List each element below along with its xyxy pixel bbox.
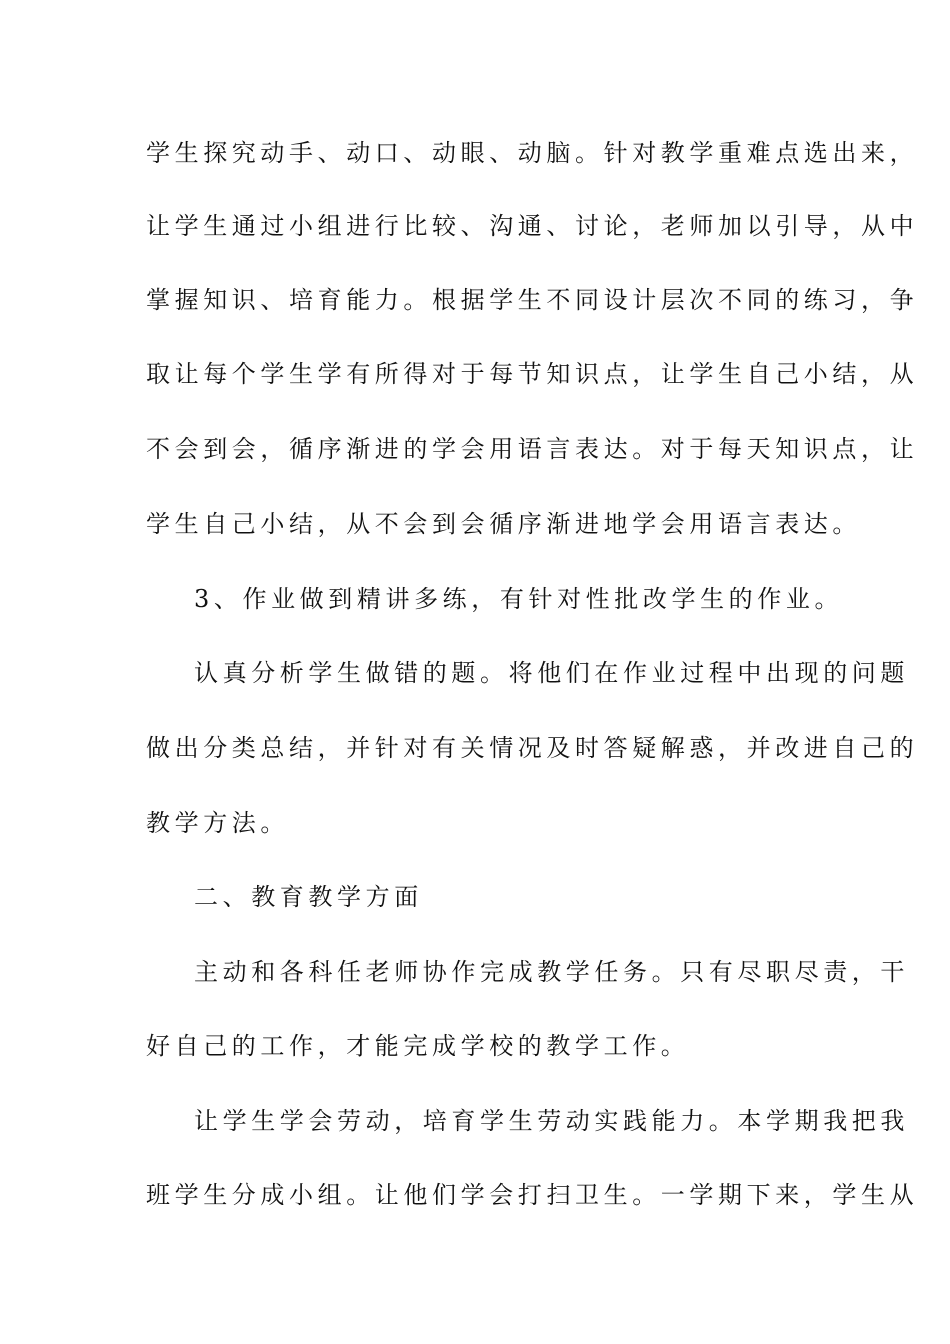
paragraph-line: 学生探究动手、动口、动眼、动脑。针对教学重难点选出来， bbox=[146, 139, 919, 167]
section-heading-2: 二、教育教学方面 bbox=[194, 883, 423, 911]
paragraph-line: 做出分类总结，并针对有关情况及时答疑解惑，并改进自己的 bbox=[146, 734, 919, 762]
paragraph-line: 认真分析学生做错的题。将他们在作业过程中出现的问题 bbox=[194, 659, 909, 687]
paragraph-line: 主动和各科任老师协作完成教学任务。只有尽职尽责，干 bbox=[194, 958, 909, 986]
paragraph-line: 不会到会，循序渐进的学会用语言表达。对于每天知识点，让 bbox=[146, 435, 919, 463]
section-heading-3: 3、作业做到精讲多练，有针对性批改学生的作业。 bbox=[194, 585, 844, 613]
paragraph-line: 掌握知识、培育能力。根据学生不同设计层次不同的练习，争 bbox=[146, 286, 919, 314]
paragraph-line: 学生自己小结，从不会到会循序渐进地学会用语言表达。 bbox=[146, 510, 861, 538]
paragraph-line: 取让每个学生学有所得对于每节知识点，让学生自己小结，从 bbox=[146, 360, 919, 388]
paragraph-line: 让学生通过小组进行比较、沟通、讨论，老师加以引导，从中 bbox=[146, 212, 919, 240]
paragraph-line: 让学生学会劳动，培育学生劳动实践能力。本学期我把我 bbox=[194, 1107, 909, 1135]
paragraph-line: 教学方法。 bbox=[146, 809, 289, 837]
paragraph-line: 班学生分成小组。让他们学会打扫卫生。一学期下来，学生从 bbox=[146, 1181, 919, 1209]
paragraph-line: 好自己的工作，才能完成学校的教学工作。 bbox=[146, 1032, 690, 1060]
